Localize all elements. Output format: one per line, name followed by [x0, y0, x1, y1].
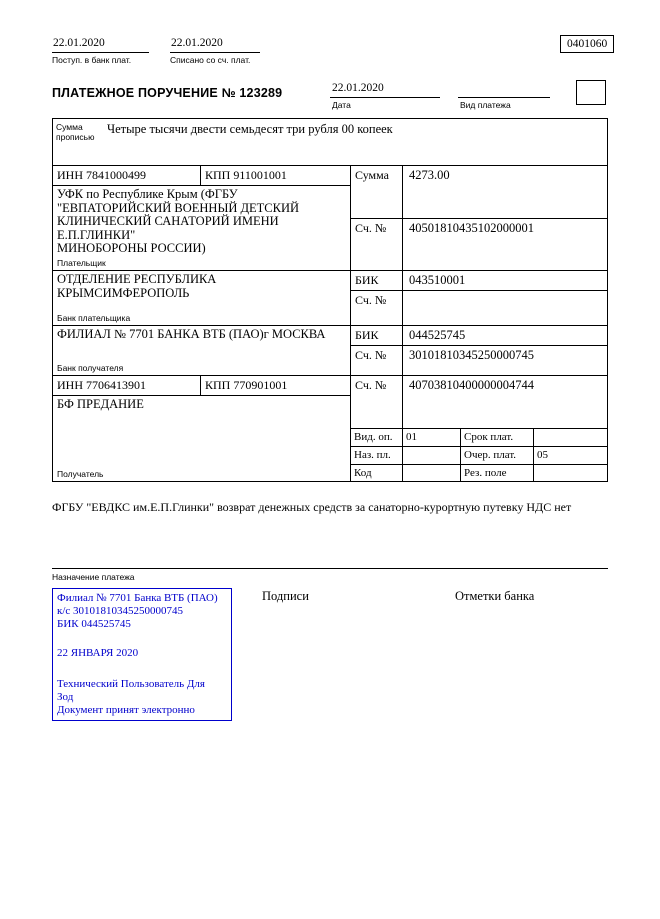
payer-account-label: Сч. № — [351, 219, 403, 270]
payer-role-label: Плательщик — [57, 258, 106, 268]
operation-type-value: 01 — [403, 429, 461, 446]
beneficiary-account-label: Сч. № — [351, 376, 403, 428]
reserve-field-label: Рез. поле — [461, 465, 534, 481]
beneficiary-account-row — [351, 376, 607, 429]
stamp-line: к/с 30101810345250000745 — [57, 605, 184, 617]
code-label: Код — [351, 465, 403, 481]
payer-account-row — [351, 219, 607, 271]
purpose-code-label: Наз. пл. — [351, 447, 403, 464]
right-column — [351, 166, 607, 481]
received-date: 22.01.2020 — [52, 37, 149, 53]
amount-words-value: Четыре тысячи двести семьдесят три рубля 00 копеек — [107, 122, 393, 136]
payer-bank-bik-label: БИК — [351, 271, 403, 290]
payer-name-line: МИНОБОРОНЫ РОССИИ) — [57, 241, 206, 255]
debited-date-label: Списано со сч. плат. — [170, 55, 251, 65]
beneficiary-bank-label: Банк получателя — [57, 363, 124, 373]
payer-bank-name-line: ОТДЕЛЕНИЕ РЕСПУБЛИКА — [57, 272, 217, 286]
document-title: ПЛАТЕЖНОЕ ПОРУЧЕНИЕ № 123289 — [52, 86, 283, 100]
operation-type-row — [351, 429, 607, 447]
beneficiary-bank-account: 30101810345250000745 — [409, 348, 534, 362]
payer-name-line: УФК по Республике Крым (ФГБУ — [57, 187, 238, 201]
beneficiary-kpp: КПП 770901001 — [205, 378, 288, 392]
debited-stamp — [170, 37, 260, 65]
payer-inn: ИНН 7841000499 — [53, 166, 201, 185]
payer-name-line: Е.П.ГЛИНКИ" — [57, 227, 136, 242]
payer-bank-bik-row — [351, 271, 607, 291]
beneficiary-bank-account-row — [351, 346, 607, 376]
stamp-line: БИК 044525745 — [57, 618, 131, 630]
received-date-label: Поступ. в банк плат. — [52, 55, 132, 65]
beneficiary-account: 40703810400000004744 — [409, 378, 534, 392]
payer-bank-account-label: Сч. № — [351, 291, 403, 325]
beneficiary-role-label: Получатель — [57, 469, 104, 479]
payer-bank-account — [403, 291, 607, 325]
payer-name-line: "ЕВПАТОРИЙСКИЙ ВОЕННЫЙ ДЕТСКИЙ — [57, 200, 300, 215]
amount-row — [351, 166, 607, 219]
payer-account: 40501810435102000001 — [409, 221, 534, 235]
beneficiary-bank-bik-label: БИК — [351, 326, 403, 345]
payment-type-box — [576, 80, 606, 105]
payment-purpose-field — [52, 568, 608, 582]
payer-name — [57, 188, 346, 256]
debited-date: 22.01.2020 — [170, 37, 260, 53]
payment-type-value — [458, 82, 550, 98]
document-date-field — [330, 82, 440, 110]
signatures-label: Подписи — [262, 589, 309, 603]
payer-bank-name — [57, 273, 346, 300]
received-stamp — [52, 37, 149, 65]
payment-priority-row — [351, 447, 607, 465]
beneficiary-bank-bik-row — [351, 326, 607, 346]
payment-type-label: Вид платежа — [460, 100, 511, 110]
stamp-line: Зод — [57, 691, 74, 703]
stamp-line: 22 ЯНВАРЯ 2020 — [57, 647, 139, 659]
bank-stamp — [52, 588, 232, 721]
reserve-field-value — [534, 465, 607, 481]
beneficiary-name: БФ ПРЕДАНИЕ — [57, 397, 144, 411]
beneficiary-inn: ИНН 7706413901 — [53, 376, 201, 395]
beneficiary-bank-cell — [53, 326, 350, 376]
amount-words-row — [53, 119, 607, 166]
stamp-line: Документ принят электронно — [57, 704, 195, 716]
payment-term-label: Срок плат. — [461, 429, 534, 446]
document-date: 22.01.2020 — [330, 82, 440, 98]
payer-bank-bik: 043510001 — [409, 273, 466, 287]
beneficiary-bank-name: ФИЛИАЛ № 7701 БАНКА ВТБ (ПАО)г МОСКВА — [57, 327, 326, 341]
payer-bank-cell — [53, 271, 350, 326]
payer-inn-kpp-row — [53, 166, 350, 186]
beneficiary-bank-bik: 044525745 — [409, 328, 466, 342]
payer-bank-account-row — [351, 291, 607, 326]
bank-marks-label: Отметки банка — [455, 589, 535, 603]
code-row — [351, 465, 607, 481]
payer-cell — [53, 186, 350, 271]
payer-name-line: КЛИНИЧЕСКИЙ САНАТОРИЙ ИМЕНИ — [57, 214, 279, 228]
payer-kpp: КПП 911001001 — [205, 168, 287, 182]
payment-term-value — [534, 429, 607, 446]
amount-label: Сумма — [351, 166, 403, 218]
payer-bank-name-line: КРЫМСИМФЕРОПОЛЬ — [57, 285, 190, 300]
payment-purpose-text: ФГБУ "ЕВДКС им.Е.П.Глинки" возврат денежных средств за санаторно-курортную путевку НДС нет — [52, 500, 572, 514]
left-column — [53, 166, 351, 481]
table-body — [53, 166, 607, 481]
payer-bank-label: Банк плательщика — [57, 313, 131, 323]
stamp-line: Филиал № 7701 Банка ВТБ (ПАО) — [57, 592, 218, 604]
stamp-line: Технический Пользователь Для — [57, 678, 205, 690]
document-date-label: Дата — [332, 100, 351, 110]
priority-value: 05 — [537, 449, 548, 461]
payment-purpose-label: Назначение платежа — [52, 572, 135, 582]
beneficiary-cell — [53, 396, 350, 481]
requisites-table — [52, 118, 608, 482]
amount-value: 4273.00 — [409, 168, 450, 182]
payment-type-field — [458, 82, 550, 110]
form-code: 0401060 — [567, 38, 608, 50]
priority-label: Очер. плат. — [461, 447, 534, 464]
beneficiary-bank-account-label: Сч. № — [351, 346, 403, 375]
code-value — [403, 465, 461, 481]
operation-type-label: Вид. оп. — [351, 429, 403, 446]
amount-words-label: Сумма прописью — [56, 122, 95, 142]
form-code-box — [560, 35, 614, 53]
purpose-code-value — [403, 447, 461, 464]
beneficiary-inn-kpp-row — [53, 376, 350, 396]
